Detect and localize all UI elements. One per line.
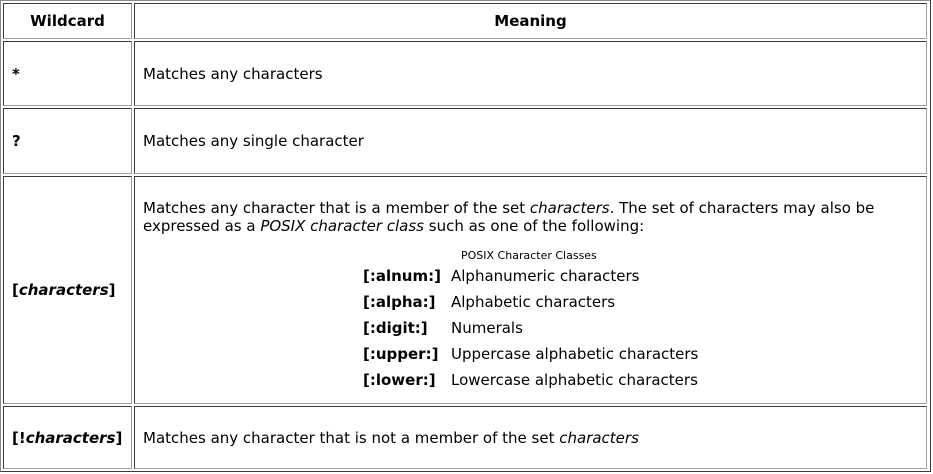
meaning-text: Matches any single character [143, 132, 364, 150]
posix-class-name: [:lower:] [363, 371, 436, 389]
posix-class-name: [:upper:] [363, 345, 439, 363]
posix-class-name: [:alnum:] [363, 267, 441, 285]
table-row-3-wildcard [3, 176, 132, 404]
posix-class-row [363, 371, 863, 393]
table-row-2-wildcard [3, 108, 132, 174]
posix-class-name: [:digit:] [363, 319, 428, 337]
posix-class-meaning: Uppercase alphabetic characters [451, 345, 699, 363]
posix-class-meaning: Alphabetic characters [451, 293, 616, 311]
posix-class-row [363, 293, 863, 315]
wildcard-text: [characters] [12, 281, 116, 299]
posix-class-row [363, 319, 863, 341]
column-header-wildcard-label: Wildcard [30, 12, 105, 30]
table-row-1-meaning [134, 41, 927, 106]
posix-class-name: [:alpha:] [363, 293, 436, 311]
column-header-meaning [134, 3, 927, 39]
posix-class-meaning: Lowercase alphabetic characters [451, 371, 698, 389]
table-row-4-meaning [134, 406, 927, 469]
posix-class-meaning: Numerals [451, 319, 523, 337]
wildcard-text: [!characters] [12, 428, 123, 447]
column-header-meaning-label: Meaning [494, 12, 567, 30]
posix-classes-caption: POSIX Character Classes [461, 249, 597, 262]
column-header-wildcard [3, 3, 132, 39]
table-row-2-meaning [134, 108, 927, 174]
table-row-4-wildcard [3, 406, 132, 469]
meaning-description: Matches any character that is a member of the set characters. The set of characters may also be expressed as a POSIX character class such as one of the following: [143, 199, 875, 235]
posix-class-row [363, 267, 863, 289]
meaning-text: Matches any characters [143, 64, 323, 83]
posix-class-row [363, 345, 863, 367]
posix-class-meaning: Alphanumeric characters [451, 267, 640, 285]
table-row-3-meaning [134, 176, 927, 404]
table-row-1-wildcard [3, 41, 132, 106]
wildcard-text: ? [12, 132, 21, 150]
meaning-text: Matches any character that is not a member of the set characters [143, 428, 639, 447]
wildcard-text: * [12, 64, 20, 83]
